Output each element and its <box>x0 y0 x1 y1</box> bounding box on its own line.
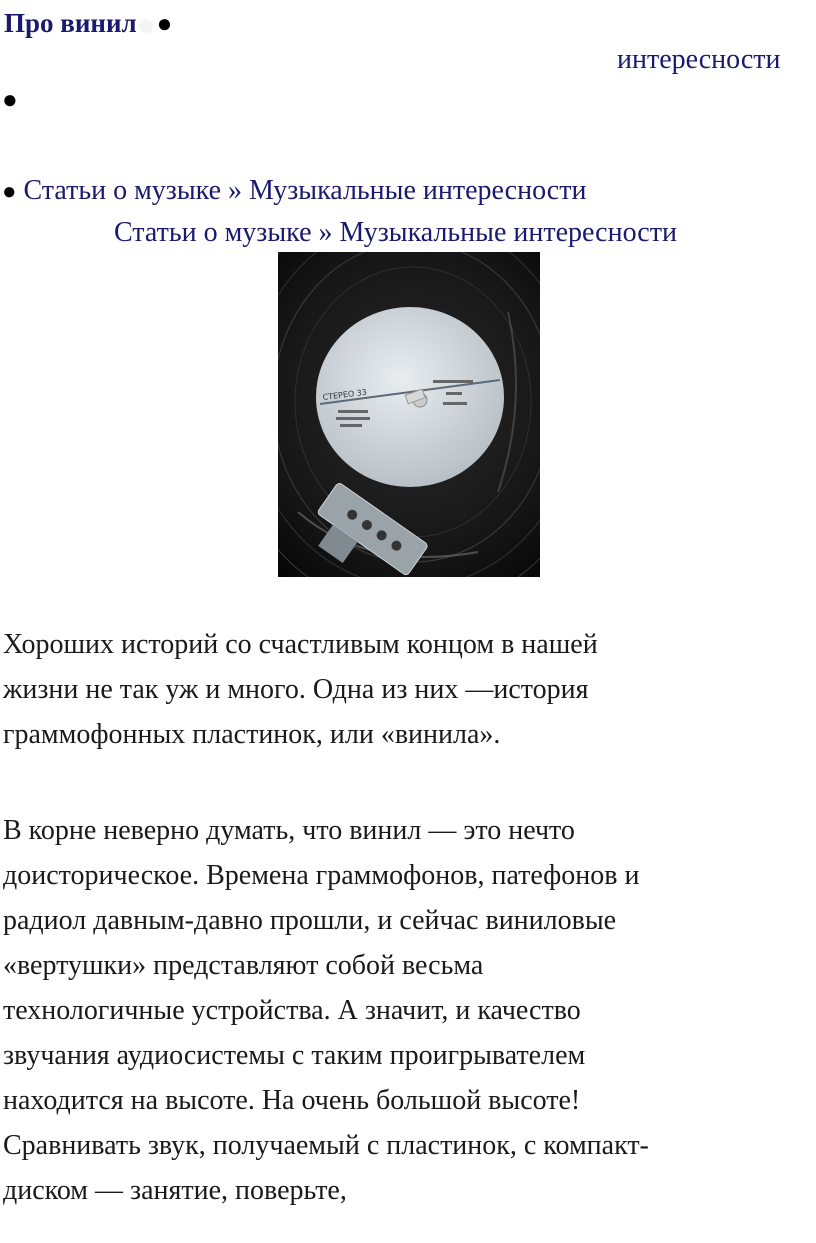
breadcrumb-separator: » <box>318 217 333 248</box>
bullet-icon: ● <box>156 9 173 38</box>
page-title-row <box>4 8 172 39</box>
vinyl-record-illustration <box>278 252 540 577</box>
paragraph-line: находится на высоте. На очень большой высоте! <box>3 1085 581 1116</box>
paragraph-line: диском — занятие, поверьте, <box>3 1175 347 1206</box>
bullet-icon: ● <box>2 179 17 205</box>
paragraph-line: В корне неверно думать, что винил — это нечто <box>3 815 575 846</box>
paragraph-line: радиол давным-давно прошли, и сейчас виниловые <box>3 905 617 936</box>
page-title[interactable]: Про винил <box>4 8 137 38</box>
paragraph-line: граммофонных пластинок, или «винила». <box>3 719 501 750</box>
breadcrumb-separator: » <box>228 175 243 206</box>
paragraph-line: Хороших историй со счастливым концом в нашей <box>3 629 598 660</box>
paragraph-line: жизни не так уж и много. Одна из них —история <box>3 674 589 705</box>
breadcrumb <box>114 217 677 249</box>
paragraph-line: доисторическое. Времена граммофонов, патефонов и <box>3 860 640 891</box>
paragraph-line: звучания аудиосистемы с таким проигрывателем <box>3 1040 586 1071</box>
paragraph-line: «вертушки» представляют собой весьма <box>3 950 484 981</box>
record-label-text: СТЕРЕО 33 <box>322 387 368 402</box>
circle-icon <box>139 19 153 33</box>
vinyl-record-image <box>278 252 540 577</box>
paragraph-line: технологичные устройства. А значит, и качество <box>3 995 581 1026</box>
paragraph-line: Сравнивать звук, получаемый с пластинок, с компакт- <box>3 1130 649 1161</box>
category-link-top[interactable]: интересности <box>617 44 781 75</box>
bullet-icon: ● <box>2 85 18 114</box>
breadcrumb-section-link[interactable]: Статьи о музыке <box>23 175 222 206</box>
breadcrumb-category-link[interactable]: Музыкальные интересности <box>339 217 677 248</box>
breadcrumb <box>2 175 586 207</box>
breadcrumb-category-link[interactable]: Музыкальные интересности <box>249 175 587 206</box>
article-paragraph-1 <box>3 622 598 757</box>
breadcrumb-section-link[interactable]: Статьи о музыке <box>114 217 312 248</box>
article-paragraph-2 <box>3 808 649 1213</box>
